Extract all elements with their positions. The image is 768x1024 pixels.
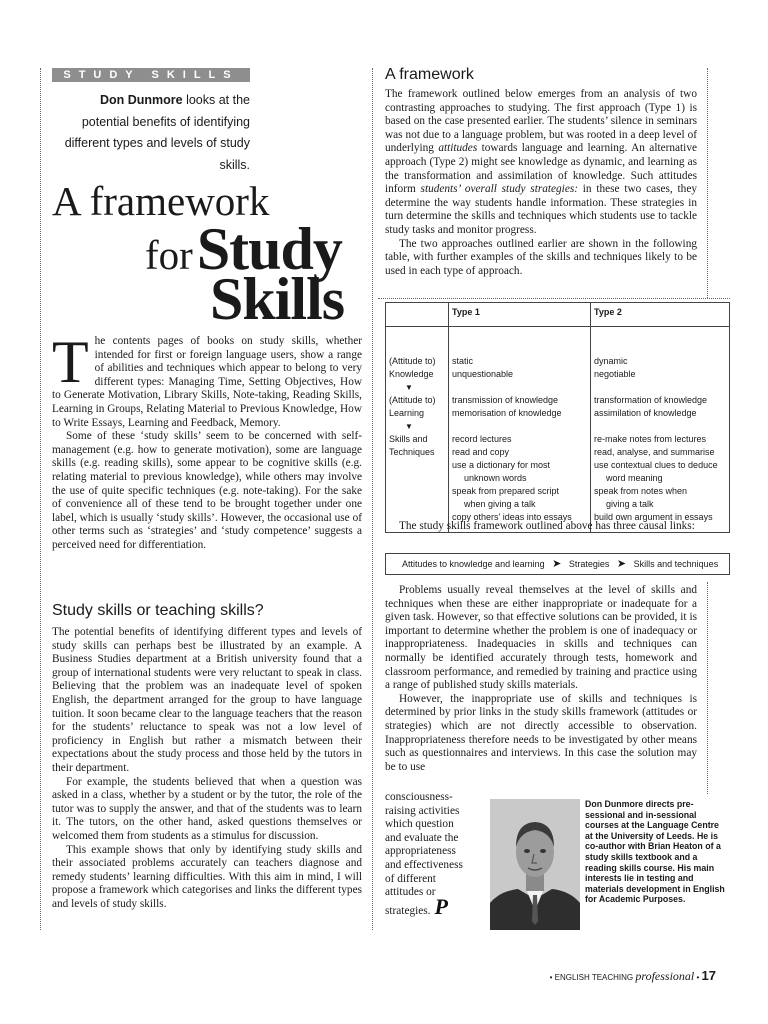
table-header-row: [386, 303, 730, 327]
author-photo: [490, 799, 580, 930]
section-heading: A framework: [385, 66, 474, 83]
link-skills: Skills and techniques: [633, 559, 719, 569]
paragraph: The study skills framework outlined above has three causal links:: [399, 520, 695, 532]
right-column-bottom: [385, 584, 697, 774]
left-column-intro: [52, 329, 362, 553]
title-study: Study: [196, 216, 342, 282]
paragraph: For example, the students believed that when a question was asked in a class, whether by a student or by the tutor, the role of the tutor was to supply the answer, and that of the students was to learn it. The tutors, on the other hand, asked questions themselves or welcomed them from students as a stimulus for discussion.: [52, 775, 362, 842]
drop-cap: T: [52, 329, 89, 395]
paragraph: The potential benefits of identifying different types and levels of study skills can perhaps best be illustrated by an example. A Business Studies department at a British university found that a group of international students were very reluctant to speak in class. Believing that the problem was an inadequate level of spoken English, the department arranged for the group to have language tuition. It soon became clear to the language teachers that the reason for the students’ reluctance to speak was not a low level of proficiency in English but rather a mismatch between their expectations about the study process and those held by the tutors in their department.: [52, 626, 362, 774]
left-margin-rule: [40, 68, 41, 930]
paragraph: Problems usually reveal themselves at the level of skills and techniques when these are either inappropriate or inadequate for a given task. However, so that effective solutions can be provided, it is important to determine whether the problem is one of inadequacy or inappropriateness. Inadequacies in skills and techniques can normally be identified accurately through tests, homework and classroom performance, and remedied by training and practice using a range of published study skills materials.: [385, 584, 697, 692]
paragraph: This example shows that only by identifying study skills and their associated problems accurately can teachers diagnose and remedy students’ learning difficulties. With this aim in mind, I will propose a framework which categorises and links the different types and levels of study skills.: [52, 843, 362, 910]
arrow-down-icon: ▼: [405, 383, 413, 392]
left-column-body: [52, 626, 362, 911]
publication-name: professional: [635, 969, 695, 983]
right-column-links-intro: [385, 520, 697, 534]
paragraph: However, the inappropriate use of skills and techniques is determined by prior links in the study skills framework (attitudes or strategies) which are not directly accessible to observation. Inappropriateness therefore needs to be investigated by other means such as questionnaires and interviews. In this case the solution may be to use: [385, 692, 697, 773]
arrow-down-icon: ▼: [405, 422, 413, 431]
table-type1-cell: static unquestionable transmission of knowledge memorisation of knowledge record lectures read and copy use a dictionary for most unknown words speak from prepared script when giving a talk copy others’ ideas into essays: [449, 327, 591, 533]
framework-table: [385, 302, 730, 533]
end-mark-logo: P: [434, 893, 448, 919]
table-type2-cell: dynamic negotiable transformation of knowledge assimilation of knowledge re-make notes from lectures read, analyse, and summarise use contextual clues to deduce word meaning speak from notes when giving a talk build own argument in essays: [591, 327, 730, 533]
table-header-blank: [386, 303, 449, 327]
title-line-1: A framework: [52, 178, 270, 224]
causal-links-box: [385, 553, 730, 575]
paragraph: The contents pages of books on study skills, whether intended for first or foreign language users, show a range of abilities and techniques which appear to belong to very different types: Managing Time, Setting Objectives, How to Generate Motivation, Library Skills, Note-taking, Reading Skills, Learning in Groups, Relating Material to Previous Knowledge, How to Write Essays, Learning and Feedback, Memory.: [52, 329, 362, 429]
link-strategies: Strategies: [568, 559, 610, 569]
paragraph: Some of these ‘study skills’ seem to be concerned with self-management (e.g. how to generate motivation), some are language skills (e.g. reading skills), some appear to be cognitive skills (e.g. relating material to previous knowledge), while others may involve the use of quite specific techniques (e.g. note-taking). For the sake of convenience all of these tend to be brought together under one label, which is usually ‘study skills’. However, the occasional use of other terms such as ‘strategies’ and ‘study competence’ suggests a perceived need for differentiation.: [52, 430, 362, 551]
section-banner: STUDY SKILLS: [52, 68, 250, 82]
table-header-type1: Type 1: [449, 303, 591, 327]
center-column-rule: [372, 68, 373, 930]
right-margin-rule-lower: [707, 582, 708, 794]
title-line-3: Skills: [210, 266, 345, 332]
author-name: Don Dunmore: [99, 93, 183, 107]
right-column-top: [385, 88, 697, 278]
table-category-cell: (Attitude to) Knowledge ▼ (Attitude to) Learning ▼ Skills and Techniques: [386, 327, 449, 533]
arrow-right-icon: ➤: [552, 558, 562, 570]
article-standfirst: [52, 90, 250, 176]
narrow-text-wrap: consciousness- raising activities which question and evaluate the appropriateness and effectiveness of different attitudes or strategies. P: [385, 791, 463, 919]
right-margin-rule: [707, 68, 708, 298]
standfirst-text: looks at the potential benefits of identifying different types and levels of study skills.: [64, 93, 250, 172]
arrow-right-icon: ➤: [616, 558, 627, 570]
page-number: 17: [701, 968, 716, 983]
paragraph: The framework outlined below emerges from an analysis of two contrasting approaches to studying. The first approach (Type 1) is based on the case presented earlier. The students’ silence in seminars was not due to a language problem, but was rooted in a deep level of underlying attitudes towards language and learning. An alternative approach (Type 2) might see knowledge as dynamic, and learning as the transformation and assimilation of knowledge. Such attitudes inform students’ overall study strategies: in these two cases, they determine the way students handle information. These strategies in turn determine the skills and techniques which students use to tackle study tasks and monitor progress.: [385, 88, 697, 236]
page-footer: • ENGLISH TEACHING professional • 17: [549, 968, 716, 983]
table-top-rule: [378, 298, 730, 299]
link-attitudes: Attitudes to knowledge and learning: [402, 559, 545, 569]
table-header-type2: Type 2: [591, 303, 730, 327]
section-heading: Study skills or teaching skills?: [52, 602, 264, 619]
paragraph: The two approaches outlined earlier are shown in the following table, with further examples of the skills and techniques likely to be used in each type of approach.: [385, 237, 697, 277]
table-row: [386, 327, 730, 533]
author-bio: Don Dunmore directs pre-sessional and in-sessional courses at the Language Centre at the University of Leeds. He is co-author with Brian Heaton of a study skills textbook and a reading skills course. His main interests lie in testing and materials development in English for Academic Purposes.: [585, 799, 725, 905]
title-for: for: [145, 232, 193, 278]
